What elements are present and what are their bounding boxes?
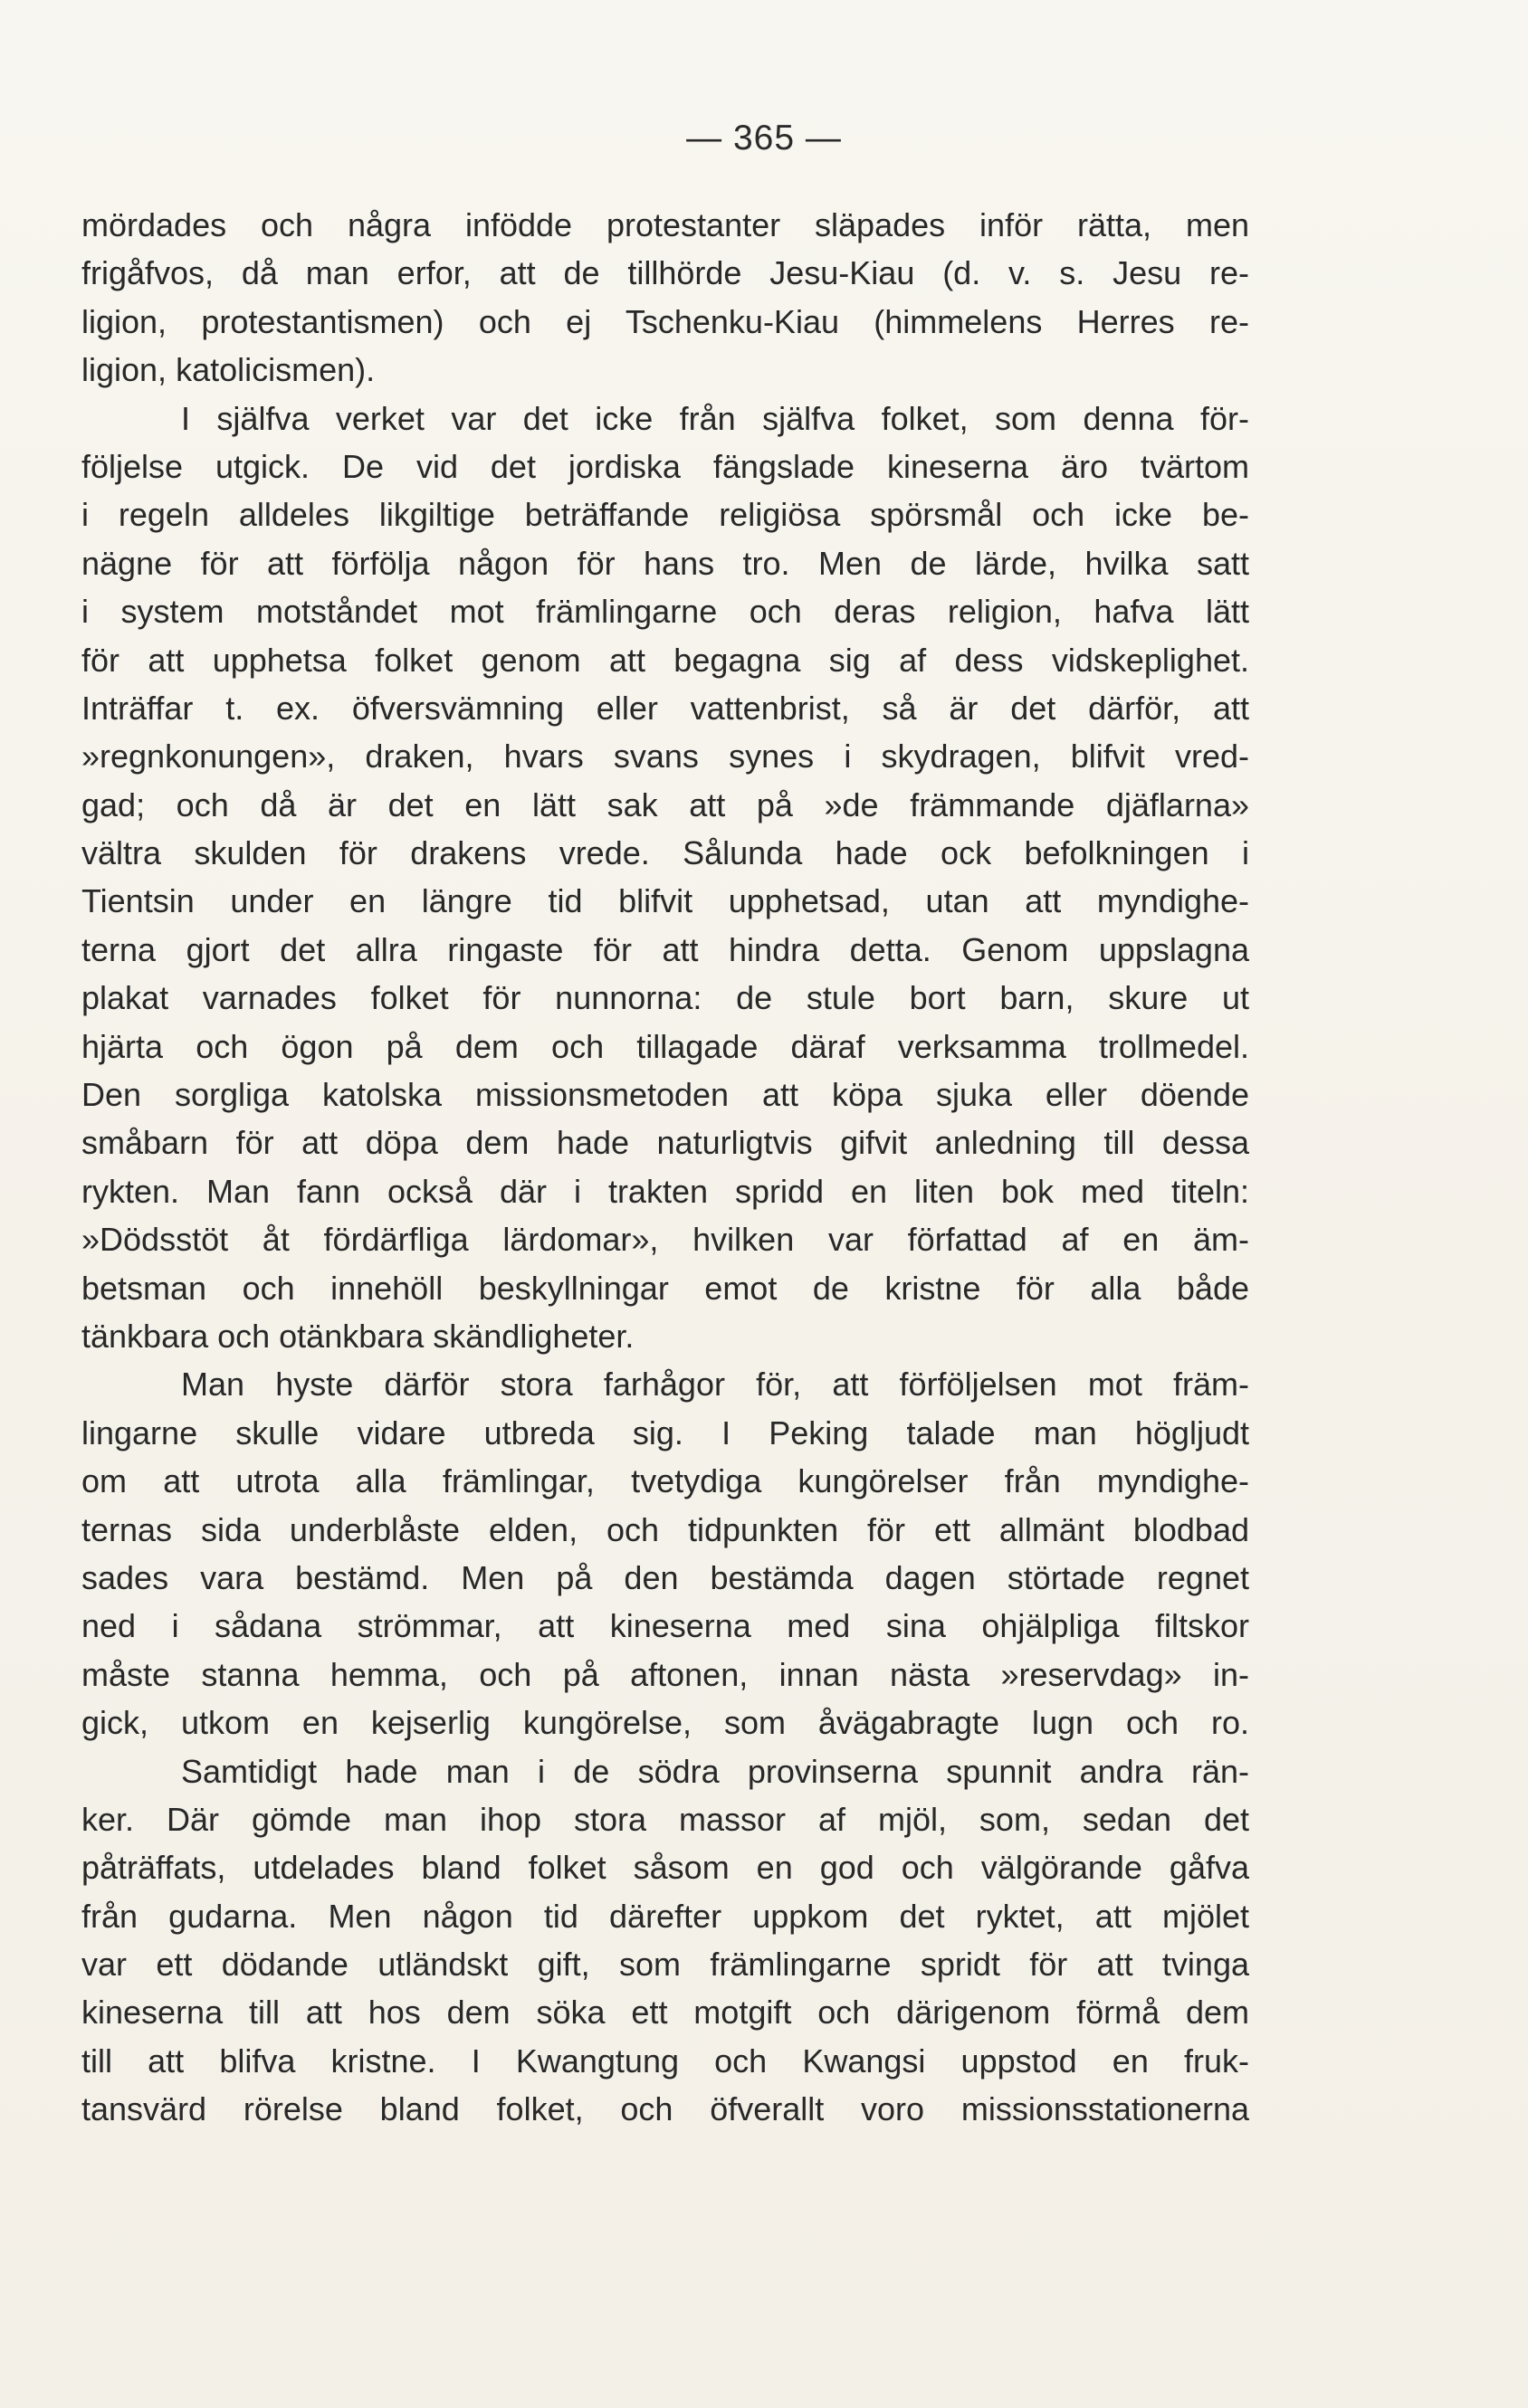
text-line: kineserna till att hos dem söka ett motgift och därigenom förmå dem (81, 1994, 1249, 2032)
text-line: tansvärd rörelse bland folket, och öfverallt voro missionsstationerna (81, 2090, 1249, 2128)
text-line: rykten. Man fann också där i trakten spridd en liten bok med titeln: (81, 1172, 1249, 1210)
text-line: frigåfvos, då man erfor, att de tillhörde Jesu-Kiau (d. v. s. Jesu re- (81, 254, 1249, 292)
text-line: från gudarna. Men någon tid därefter uppkom det ryktet, att mjölet (81, 1897, 1249, 1935)
text-line: måste stanna hemma, och på aftonen, innan nästa »reservdag» in- (81, 1655, 1249, 1693)
text-line: påträffats, utdelades bland folket såsom en god och välgörande gåfva (81, 1849, 1249, 1887)
text-line: vältra skulden för drakens vrede. Sålunda hade ock befolkningen i (81, 834, 1249, 872)
text-line: i regeln alldeles likgiltige beträffande religiösa spörsmål och icke be- (81, 496, 1249, 534)
body-text (81, 201, 1249, 2134)
text-line: för att upphetsa folket genom att begagna sig af dess vidskeplighet. (81, 641, 1249, 679)
paragraph (81, 1747, 1249, 2134)
text-line: »Dödsstöt åt fördärfliga lärdomar», hvilken var författad af en äm- (81, 1221, 1249, 1259)
text-line: i system motståndet mot främlingarne och deras religion, hafva lätt (81, 593, 1249, 631)
text-line: gick, utkom en kejserlig kungörelse, som åvägabragte lugn och ro. (81, 1704, 1249, 1742)
text-line: lingarne skulle vidare utbreda sig. I Peking talade man högljudt (81, 1413, 1249, 1451)
text-line: nägne för att förfölja någon för hans tro. Men de lärde, hvilka satt (81, 544, 1249, 582)
text-line: ker. Där gömde man ihop stora massor af mjöl, som, sedan det (81, 1800, 1249, 1838)
text-line: »regnkonungen», draken, hvars svans synes i skydragen, blifvit vred- (81, 738, 1249, 776)
text-line: Samtidigt hade man i de södra provinserna spunnit andra rän- (181, 1752, 1249, 1790)
text-line: hjärta och ögon på dem och tillagade däraf verksamma trollmedel. (81, 1027, 1249, 1065)
text-line: Tientsin under en längre tid blifvit upphetsad, utan att myndighe- (81, 882, 1249, 920)
text-line: mördades och några infödde protestanter släpades inför rätta, men (81, 206, 1249, 243)
text-line: ternas sida underblåste elden, och tidpunkten för ett allmänt blodbad (81, 1510, 1249, 1548)
text-line: Man hyste därför stora farhågor för, att förföljelsen mot främ- (181, 1366, 1249, 1404)
text-line: ligion, protestantismen) och ej Tschenku-Kiau (himmelens Herres re- (81, 302, 1249, 340)
paragraph (81, 1360, 1249, 1747)
text-line: betsman och innehöll beskyllningar emot de kristne för alla både (81, 1269, 1249, 1307)
text-line: ligion, katolicismen). (81, 351, 376, 389)
text-line: om att utrota alla främlingar, tvetydiga kungörelser från myndighe- (81, 1462, 1249, 1500)
text-line: följelse utgick. De vid det jordiska fängslade kineserna äro tvärtom (81, 447, 1249, 485)
text-line: plakat varnades folket för nunnorna: de stule bort barn, skure ut (81, 979, 1249, 1017)
text-line: sades vara bestämd. Men på den bestämda dagen störtade regnet (81, 1558, 1249, 1596)
text-line: Den sorgliga katolska missionsmetoden att köpa sjuka eller döende (81, 1076, 1249, 1114)
page-number: — 365 — (686, 119, 842, 157)
text-line: ned i sådana strömmar, att kineserna med sina ohjälpliga filtskor (81, 1607, 1249, 1645)
text-line: gad; och då är det en lätt sak att på »de främmande djäflarna» (81, 785, 1249, 823)
text-line: småbarn för att döpa dem hade naturligtvis gifvit anledning till dessa (81, 1124, 1249, 1162)
text-line: I själfva verket var det icke från själfva folket, som denna för- (181, 399, 1249, 437)
paragraph (81, 395, 1249, 1361)
paragraph (81, 201, 1249, 395)
text-line: Inträffar t. ex. öfversvämning eller vattenbrist, så är det därför, att (81, 689, 1249, 727)
text-line: var ett dödande utländskt gift, som främlingarne spridt för att tvinga (81, 1946, 1249, 1984)
text-line: tänkbara och otänkbara skändligheter. (81, 1317, 635, 1355)
text-line: terna gjort det allra ringaste för att hindra detta. Genom uppslagna (81, 930, 1249, 968)
text-line: till att blifva kristne. I Kwangtung och Kwangsi uppstod en fruk- (81, 2042, 1249, 2080)
